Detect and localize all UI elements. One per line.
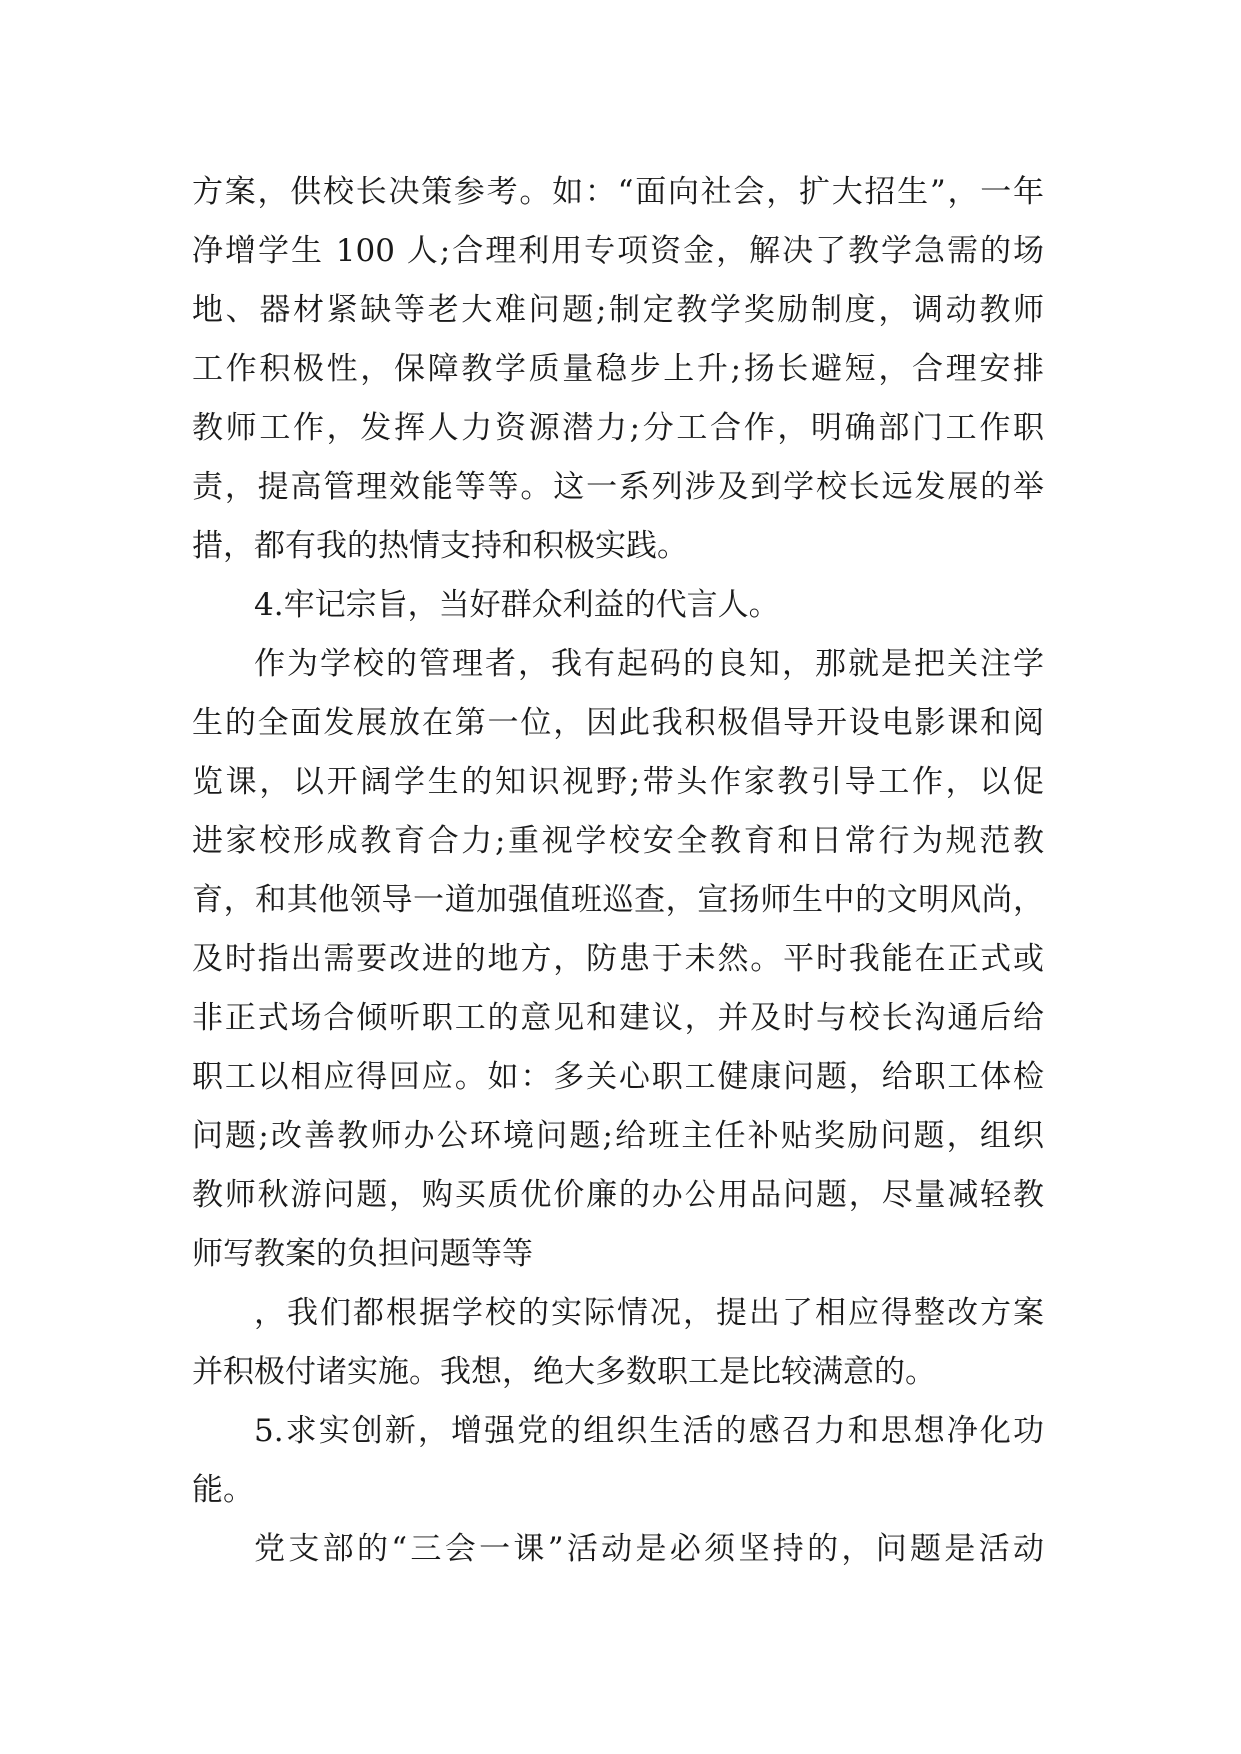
text-line: 教师工作，发挥人力资源潜力;分工合作，明确部门工作职 bbox=[192, 410, 1044, 446]
text-line: 教师秋游问题，购买质优价廉的办公用品问题，尽量减轻教 bbox=[192, 1177, 1044, 1213]
text-line: 地、器材紧缺等老大难问题;制定教学奖励制度，调动教师 bbox=[192, 292, 1044, 328]
text-line: ，我们都根据学校的实际情况，提出了相应得整改方案 bbox=[254, 1295, 1044, 1331]
text-line: 问题;改善教师办公环境问题;给班主任补贴奖励问题，组织 bbox=[192, 1118, 1044, 1154]
section-heading: 5.求实创新，增强党的组织生活的感召力和思想净化功 bbox=[254, 1413, 1044, 1449]
text-line: 并积极付诸实施。我想，绝大多数职工是比较满意的。 bbox=[192, 1354, 936, 1390]
text-line: 进家校形成教育合力;重视学校安全教育和日常行为规范教 bbox=[192, 823, 1044, 859]
text-line: 工作积极性，保障教学质量稳步上升;扬长避短，合理安排 bbox=[192, 351, 1044, 387]
body-text bbox=[192, 163, 1044, 1579]
text-line: 措，都有我的热情支持和积极实践。 bbox=[192, 528, 688, 564]
text-line: 及时指出需要改进的地方，防患于未然。平时我能在正式或 bbox=[192, 941, 1044, 977]
text-line: 方案，供校长决策参考。如：“面向社会，扩大招生”，一年 bbox=[192, 174, 1044, 210]
text-line: 非正式场合倾听职工的意见和建议，并及时与校长沟通后给 bbox=[192, 1000, 1044, 1036]
text-line: 览课，以开阔学生的知识视野;带头作家教引导工作，以促 bbox=[192, 764, 1044, 800]
text-line: 责，提高管理效能等等。这一系列涉及到学校长远发展的举 bbox=[192, 469, 1044, 505]
text-line: 能。 bbox=[192, 1472, 254, 1508]
text-line: 净增学生 100 人;合理利用专项资金，解决了教学急需的场 bbox=[192, 233, 1044, 269]
text-line: 职工以相应得回应。如：多关心职工健康问题，给职工体检 bbox=[192, 1059, 1044, 1095]
text-line: 育，和其他领导一道加强值班巡查，宣扬师生中的文明风尚， bbox=[192, 882, 1044, 918]
text-line: 党支部的“三会一课”活动是必须坚持的，问题是活动 bbox=[254, 1531, 1044, 1567]
text-line: 作为学校的管理者，我有起码的良知，那就是把关注学 bbox=[254, 646, 1044, 682]
text-line: 生的全面发展放在第一位，因此我积极倡导开设电影课和阅 bbox=[192, 705, 1044, 741]
text-line: 师写教案的负担问题等等 bbox=[192, 1236, 533, 1272]
section-heading: 4.牢记宗旨，当好群众利益的代言人。 bbox=[254, 587, 780, 623]
